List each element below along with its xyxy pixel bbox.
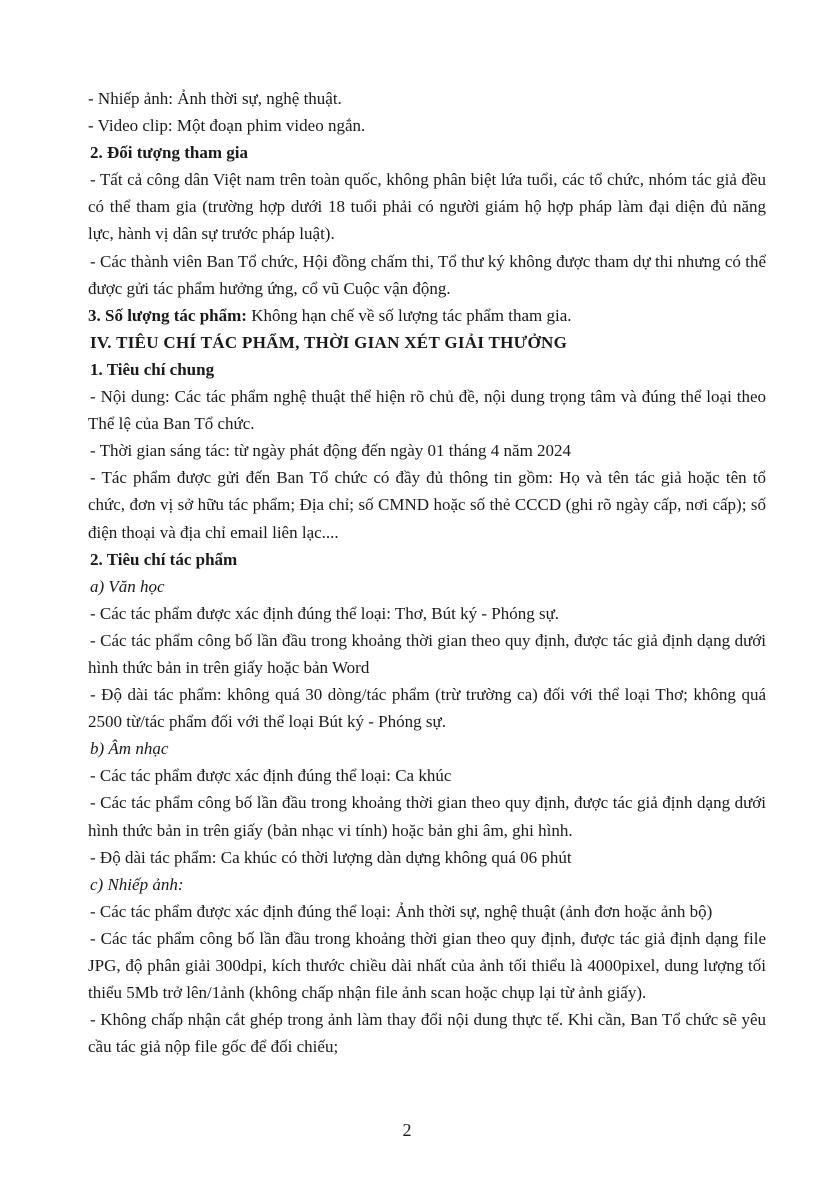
heading-work-criteria: 2. Tiêu chí tác phẩm (90, 549, 238, 569)
para-lit-format: - Các tác phẩm công bố lần đầu trong khoảng thời gian theo quy định, được tác giả định dạng dưới hình thức bản in trên giấy hoặc bản Word (88, 630, 766, 677)
para-photo-genre: - Các tác phẩm được xác định đúng thể loại: Ảnh thời sự, nghệ thuật (ảnh đơn hoặc ảnh bộ) (90, 901, 713, 921)
page-number: 2 (402, 1120, 412, 1140)
para-photo-format: - Các tác phẩm công bố lần đầu trong khoảng thời gian theo quy định, được tác giả định dạng file JPG, độ phân giải 300dpi, kích thước chiều dài nhất của ảnh tối thiểu là 4000pixel, dung lượng tối thiểu 5Mb trở lên/1ảnh (không chấp nhận file ảnh scan hoặc chụp lại từ ảnh giấy). (88, 928, 766, 1003)
para-music-length: - Độ dài tác phẩm: Ca khúc có thời lượng dàn dựng không quá 06 phút (90, 847, 572, 867)
line-quantity (88, 302, 766, 329)
subheading-literature: a) Văn học (90, 576, 165, 596)
para-lit-length: - Độ dài tác phẩm: không quá 30 dòng/tác phẩm (trừ trường ca) đối với thể loại Thơ; không quá 2500 từ/tác phẩm đối với thể loại Bút ký - Phóng sự. (88, 685, 766, 732)
para-music-format: - Các tác phẩm công bố lần đầu trong khoảng thời gian theo quy định, được tác giả định dạng dưới hình thức bản in trên giấy (bản nhạc vi tính) hoặc bản ghi âm, ghi hình. (88, 793, 766, 840)
para-info: - Tác phẩm được gửi đến Ban Tổ chức có đầy đủ thông tin gồm: Họ và tên tác giả hoặc tên tổ chức, đơn vị sở hữu tác phẩm; Địa chỉ; số CMND hoặc số thẻ CCCD (ghi rõ ngày cấp, nơi cấp); số điện thoại và địa chỉ email liên lạc.... (88, 468, 766, 542)
subheading-photo: c) Nhiếp ảnh: (90, 874, 184, 894)
heading-quantity: 3. Số lượng tác phẩm: (88, 305, 247, 325)
para-time: - Thời gian sáng tác: từ ngày phát động đến ngày 01 tháng 4 năm 2024 (90, 441, 572, 461)
heading-participants: 2. Đối tượng tham gia (90, 143, 248, 163)
line-video: - Video clip: Một đoạn phim video ngắn. (88, 116, 366, 136)
para-photo-editing: - Không chấp nhận cắt ghép trong ảnh làm thay đổi nội dung thực tế. Khi cần, Ban Tổ chức sẽ yêu cầu tác giả nộp file gốc để đối chiếu; (88, 1010, 766, 1057)
para-content: - Nội dung: Các tác phẩm nghệ thuật thể hiện rõ chủ đề, nội dung trọng tâm và đúng thể loại theo Thể lệ của Ban Tổ chức. (88, 387, 766, 434)
subheading-music: b) Âm nhạc (90, 739, 169, 759)
para-committee: - Các thành viên Ban Tổ chức, Hội đồng chấm thi, Tổ thư ký không được tham dự thi nhưng có thể được gửi tác phẩm hưởng ứng, cổ vũ Cuộc vận động. (88, 251, 766, 298)
para-lit-genre: - Các tác phẩm được xác định đúng thể loại: Thơ, Bút ký - Phóng sự. (90, 603, 560, 623)
heading-section-iv: IV. TIÊU CHÍ TÁC PHẨM, THỜI GIAN XÉT GIẢI THƯỞNG (90, 332, 568, 352)
para-citizens: - Tất cả công dân Việt nam trên toàn quốc, không phân biệt lứa tuổi, các tổ chức, nhóm tác giả đều có thể tham gia (trường hợp dưới 18 tuổi phải có người giám hộ hợp pháp làm đại diện đủ năng lực, hành vị dân sự trước pháp luật). (88, 170, 766, 244)
heading-general-criteria: 1. Tiêu chí chung (90, 359, 215, 379)
quantity-text: Không hạn chế về số lượng tác phẩm tham gia. (246, 305, 572, 325)
line-photo: - Nhiếp ảnh: Ảnh thời sự, nghệ thuật. (88, 89, 342, 108)
para-music-genre: - Các tác phẩm được xác định đúng thể loại: Ca khúc (90, 766, 452, 786)
